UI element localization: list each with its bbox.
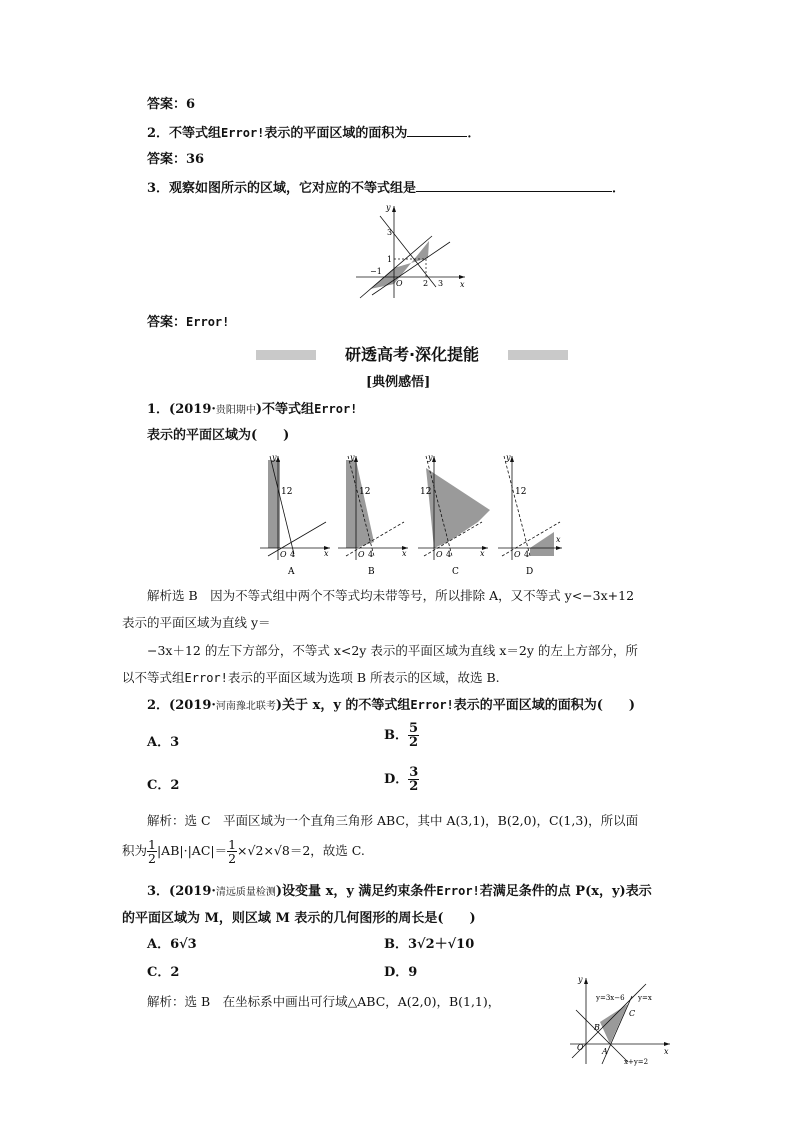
section-banner xyxy=(256,344,568,366)
ex3-solution: 解析：选 B 在坐标系中画出可行域△ABC，A(2,0)，B(1,1)， xyxy=(147,994,501,1009)
answer-1: 答案：6 xyxy=(147,97,196,112)
frac-denominator: 2 xyxy=(409,779,419,794)
graph-a-12: 12 xyxy=(281,487,293,497)
ex3-text: )设变量 x，y 满足约束条件 xyxy=(275,884,437,899)
ex2-error: Error! xyxy=(410,698,454,712)
axis-x-label: x xyxy=(664,1047,669,1056)
graph-a xyxy=(260,453,330,577)
graph-d-x: x xyxy=(556,535,561,544)
question-2-prev xyxy=(147,123,480,143)
frac-numerator: 5 xyxy=(409,721,419,736)
q3-end: ． xyxy=(612,181,626,196)
graph-b-4: 4 xyxy=(368,550,374,559)
answer-blank xyxy=(407,123,467,137)
label-line-3: x+y=2 xyxy=(624,1058,649,1066)
graph-c-label: C xyxy=(452,567,459,577)
example-1-line2: 表示的平面区域为( ) xyxy=(147,428,290,443)
graph-d-12: 12 xyxy=(515,487,527,497)
graph-d-label: D xyxy=(526,567,534,577)
q2-error: Error! xyxy=(221,126,265,140)
q2-text: 表示的平面区域的面积为 xyxy=(264,126,408,141)
graph-c-y: y xyxy=(428,453,433,462)
example-2-title xyxy=(147,696,635,716)
graph-b-label: B xyxy=(368,567,375,577)
graph-b xyxy=(338,453,408,577)
ex2-text2: 表示的平面区域的面积为( ) xyxy=(453,698,636,713)
banner-title: 研透高考·深化提能 xyxy=(326,344,498,366)
ex3-option-c: C．2 xyxy=(147,965,180,980)
graph-d-o: O xyxy=(514,550,521,559)
graph-b-12: 12 xyxy=(359,487,371,497)
graph-b-y: y xyxy=(350,453,355,462)
axis-y-label: y xyxy=(386,203,391,212)
ex2-solution-2 xyxy=(122,838,365,865)
shaded-region xyxy=(394,241,429,284)
ex2-option-b xyxy=(384,722,419,749)
ex2-num: 2．(2019· xyxy=(147,698,216,713)
ex1-error: Error! xyxy=(314,402,358,416)
answer-3 xyxy=(147,313,229,332)
graph-b-x: x xyxy=(402,549,407,558)
ex1-source: 贵阳期中 xyxy=(215,405,256,416)
graph-d-4: 4 xyxy=(524,550,530,559)
graph-c xyxy=(418,453,490,577)
frac-denominator: 2 xyxy=(148,851,156,866)
ex3-error: Error! xyxy=(436,884,480,898)
axis-x-label: x xyxy=(460,280,465,289)
feasible-region-figure xyxy=(566,972,674,1068)
origin-label: O xyxy=(577,1043,584,1052)
region-figure-1 xyxy=(350,200,470,300)
frac-numerator: 3 xyxy=(409,765,419,780)
ex2-option-b-label: B． xyxy=(384,728,408,743)
graph-b-o: O xyxy=(358,550,365,559)
ex2-sol2-post: ×√2×√8＝2，故选 C. xyxy=(237,843,365,858)
ex1-sol4-pre: 以不等式组 xyxy=(122,670,185,685)
ex1-solution-2: 表示的平面区域为直线 y＝ xyxy=(122,615,271,630)
point-b-label: B xyxy=(594,1023,600,1032)
q2-prefix: 2．不等式组 xyxy=(147,126,222,141)
point-a-label: A xyxy=(602,1047,608,1056)
tick-3b: 3 xyxy=(438,279,444,288)
graph-c-4: 4 xyxy=(446,550,452,559)
graph-a-x: x xyxy=(324,549,329,558)
answer-3-error: Error! xyxy=(186,315,230,329)
ex3-source: 清远质量检测 xyxy=(215,887,276,898)
banner-bar-right xyxy=(508,350,568,360)
tick-3: 3 xyxy=(387,228,393,237)
point-c-label: C xyxy=(629,1009,636,1018)
tick-1: 1 xyxy=(387,255,393,264)
question-3-prev xyxy=(147,178,625,198)
ex1-sol4-post: 表示的平面区域为选项 B 所表示的区域，故选 B. xyxy=(227,670,500,685)
label-line-2: y=x xyxy=(638,994,652,1002)
ex2-option-a: A．3 xyxy=(147,735,180,750)
graph-d-region xyxy=(530,532,554,556)
banner-bar-left xyxy=(256,350,316,360)
graph-c-o: O xyxy=(436,550,443,559)
ex2-option-c: C．2 xyxy=(147,778,180,793)
frac-denominator: 2 xyxy=(228,851,237,866)
graph-a-y: y xyxy=(272,453,277,462)
option-graphs xyxy=(258,452,568,582)
graph-c-12: 12 xyxy=(420,487,432,497)
origin-label: O xyxy=(396,279,403,288)
ex2-solution-1: 解析：选 C 平面区域为一个直角三角形 ABC，其中 A(3,1)，B(2,0)，C(1,3)，所以面 xyxy=(147,813,639,828)
frac-denominator: 2 xyxy=(409,735,419,750)
graph-c-region xyxy=(426,468,490,548)
ex3-text2: 若满足条件的点 P(x，y)表示 xyxy=(479,884,652,899)
ex1-num: 1．(2019· xyxy=(147,402,216,417)
answer-3-label: 答案： xyxy=(147,315,187,330)
ex1-sol4-error: Error! xyxy=(184,671,228,685)
ex1-solution-4 xyxy=(122,669,500,687)
ex1-solution-1: 解析选 B 因为不等式组中两个不等式均未带等号，所以排除 A，又不等式 y<−3x+12 xyxy=(147,588,635,603)
ex2-source: 河南豫北联考 xyxy=(215,701,276,712)
ex3-option-b: B．3√2＋√10 xyxy=(384,937,475,952)
graph-d-y: y xyxy=(506,453,511,462)
ex2-option-d-label: D． xyxy=(384,772,409,787)
graph-d xyxy=(498,453,562,577)
q3-text: 3．观察如图所示的区域，它对应的不等式组是 xyxy=(147,181,417,196)
example-3-title xyxy=(147,882,652,902)
graph-b-region xyxy=(346,460,374,548)
axis-y-label: y xyxy=(578,975,583,984)
label-line-1: y=3x−6 xyxy=(596,994,625,1002)
ex3-num: 3．(2019· xyxy=(147,884,216,899)
example-1-title xyxy=(147,400,357,420)
graph-a-label: A xyxy=(288,567,295,577)
tick-neg1: −1 xyxy=(370,267,382,276)
frac-numerator: 1 xyxy=(148,837,156,852)
ex2-option-d xyxy=(384,766,419,793)
ex2-sol2-mid: |AB|·|AC|＝ xyxy=(156,843,228,858)
q2-end: ． xyxy=(467,126,481,141)
frac-numerator: 1 xyxy=(228,837,237,852)
section-heading: [典例感悟] xyxy=(366,375,431,390)
graph-a-o: O xyxy=(280,550,287,559)
answer-2: 答案：36 xyxy=(147,152,205,167)
ex1-text: )不等式组 xyxy=(255,402,315,417)
ex3-option-d: D．9 xyxy=(384,965,418,980)
tick-2: 2 xyxy=(423,279,429,288)
ex2-sol2-pre: 积为 xyxy=(122,843,148,858)
ex1-solution-3: −3x＋12 的左下方部分，不等式 x<2y 表示的平面区域为直线 x＝2y 的左上方部分，所 xyxy=(147,643,638,658)
ex3-option-a: A．6√3 xyxy=(147,937,197,952)
example-3-line2: 的平面区域为 M，则区域 M 表示的几何图形的周长是( ) xyxy=(122,911,476,926)
graph-c-x: x xyxy=(480,549,485,558)
graph-a-4: 4 xyxy=(290,550,296,559)
answer-blank xyxy=(416,178,612,192)
ex2-text: )关于 x，y 的不等式组 xyxy=(275,698,411,713)
